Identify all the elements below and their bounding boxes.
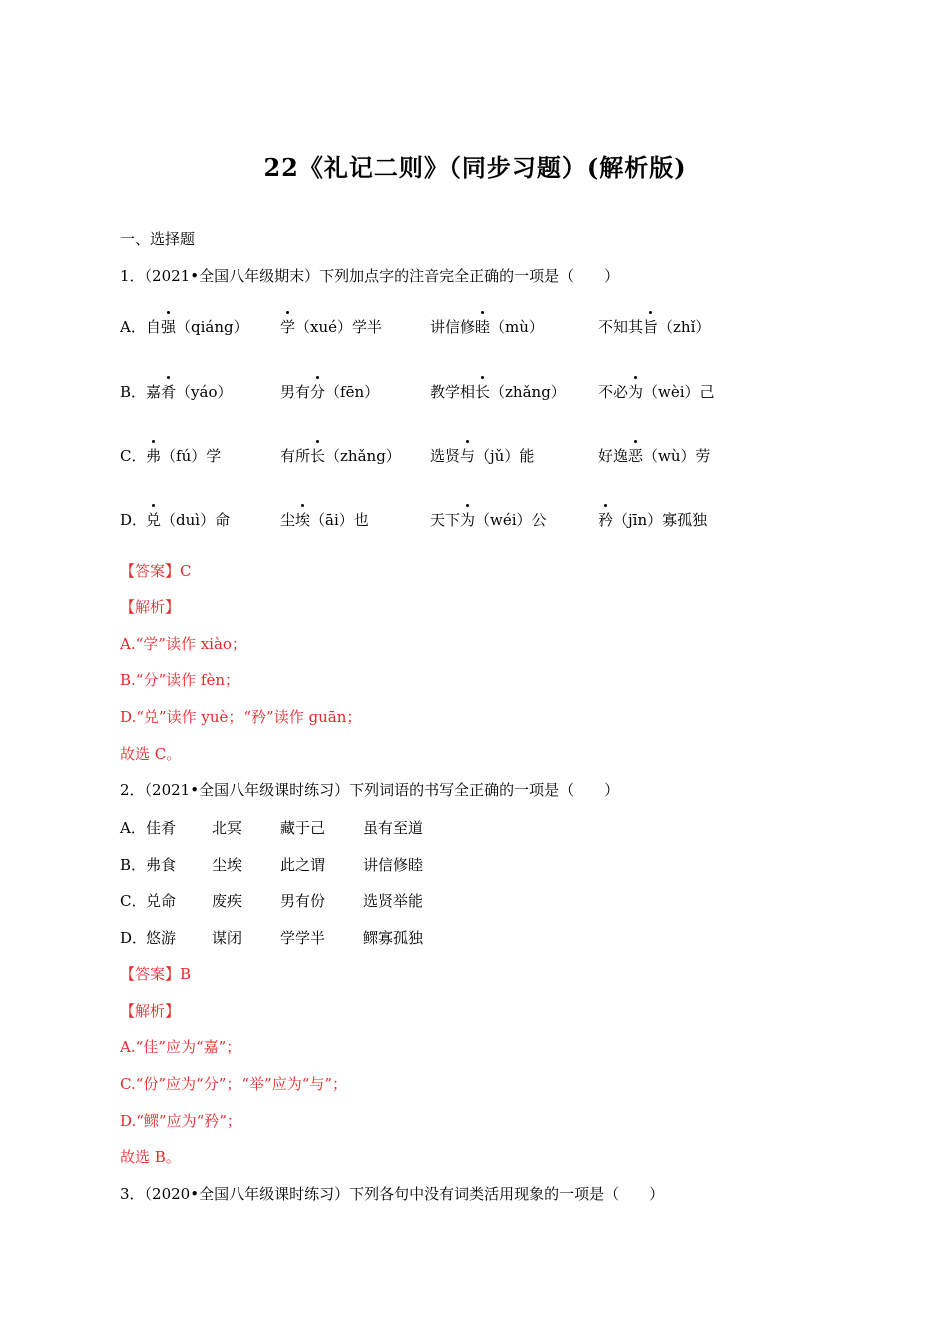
- q1-answer: 【答案】C: [120, 562, 192, 580]
- q1-option-cell: 教学相长（zhǎng）: [430, 383, 566, 401]
- q1-option-label: A．: [120, 318, 146, 336]
- section-heading: 一、选择题: [120, 230, 196, 248]
- q2-word: 选贤举能: [363, 892, 424, 910]
- q1-stem: 1．（2021•全国八年级期末）下列加点字的注音完全正确的一项是（ ）: [120, 267, 620, 285]
- q2-word: 北冥: [212, 819, 243, 837]
- q1-option-cell: 不知其旨（zhǐ）: [598, 318, 711, 336]
- q1-option-cell: 不必为（wèi）己: [598, 383, 715, 401]
- q3-stem: 3．（2020•全国八年级课时练习）下列各句中没有词类活用现象的一项是（ ）: [120, 1185, 665, 1203]
- q2-option-label: B．: [120, 856, 147, 874]
- q1-option-cell: 选贤与（jǔ）能: [430, 447, 535, 465]
- q2-analysis-line: A.“佳”应为“嘉”；: [120, 1038, 242, 1056]
- q1-option-label: B．: [120, 383, 147, 401]
- q1-option-cell: 兑（duì）命: [146, 511, 231, 529]
- q2-option-c[interactable]: [120, 890, 520, 910]
- q2-word: 藏于己: [280, 819, 326, 837]
- q2-word: 谋闭: [212, 929, 243, 947]
- q2-answer: 【答案】B: [120, 965, 192, 983]
- q1-option-cell: 有所长（zhǎng）: [280, 447, 401, 465]
- q1-option-b[interactable]: [120, 381, 840, 401]
- q1-analysis-line: A.“学”读作 xiào；: [120, 635, 247, 653]
- q1-option-d[interactable]: [120, 509, 840, 529]
- q1-option-c[interactable]: [120, 445, 840, 465]
- q1-option-cell: 弗（fú）学: [146, 447, 222, 465]
- q1-option-a[interactable]: [120, 316, 840, 336]
- q1-option-cell: 学（xué）学半: [280, 318, 383, 336]
- q2-conclusion: 故选 B。: [120, 1148, 181, 1166]
- q1-option-cell: 好逸恶（wù）劳: [598, 447, 711, 465]
- q2-word: 悠游: [146, 929, 177, 947]
- q2-word: 尘埃: [212, 856, 243, 874]
- q2-word: 此之谓: [280, 856, 326, 874]
- q1-analysis-line: B.“分”读作 fèn；: [120, 671, 240, 689]
- q2-word: 讲信修睦: [363, 856, 424, 874]
- q1-option-cell: 天下为（wéi）公: [430, 511, 547, 529]
- q2-option-label: C．: [120, 892, 147, 910]
- q2-word: 男有份: [280, 892, 326, 910]
- q2-analysis-label: 【解析】: [120, 1002, 181, 1020]
- q1-option-label: D．: [120, 511, 148, 529]
- q2-option-d[interactable]: [120, 927, 520, 947]
- q1-option-cell: 尘埃（āi）也: [280, 511, 369, 529]
- q1-analysis-label: 【解析】: [120, 598, 181, 616]
- q2-option-label: D．: [120, 929, 148, 947]
- q2-option-b[interactable]: [120, 854, 520, 874]
- q2-option-label: A．: [120, 819, 146, 837]
- q2-word: 虽有至道: [363, 819, 424, 837]
- q2-word: 鳏寡孤独: [363, 929, 424, 947]
- q2-word: 弗食: [146, 856, 177, 874]
- q1-conclusion: 故选 C。: [120, 745, 182, 763]
- q1-option-label: C．: [120, 447, 147, 465]
- q2-option-a[interactable]: [120, 817, 520, 837]
- q1-option-cell: 嘉肴（yáo）: [146, 383, 233, 401]
- q2-analysis-line: C.“份”应为“分”；“举”应为“与”；: [120, 1075, 348, 1093]
- q2-word: 废疾: [212, 892, 243, 910]
- page-title: 22《礼记二则》（同步习题）(解析版): [263, 153, 687, 182]
- q2-word: 佳肴: [146, 819, 177, 837]
- q1-option-cell: 男有分（fēn）: [280, 383, 380, 401]
- q1-option-cell: 讲信修睦（mù）: [430, 318, 544, 336]
- q2-stem: 2．（2021•全国八年级课时练习）下列词语的书写全正确的一项是（ ）: [120, 781, 620, 799]
- q1-option-cell: 矜（jīn）寡孤独: [598, 511, 708, 529]
- q1-analysis-line: D.“兑”读作 yuè；“矜”读作 guān；: [120, 708, 362, 726]
- q2-analysis-line: D.“鳏”应为“矜”；: [120, 1112, 242, 1130]
- q2-word: 学学半: [280, 929, 326, 947]
- q1-option-cell: 自强（qiáng）: [146, 318, 249, 336]
- q2-word: 兑命: [146, 892, 177, 910]
